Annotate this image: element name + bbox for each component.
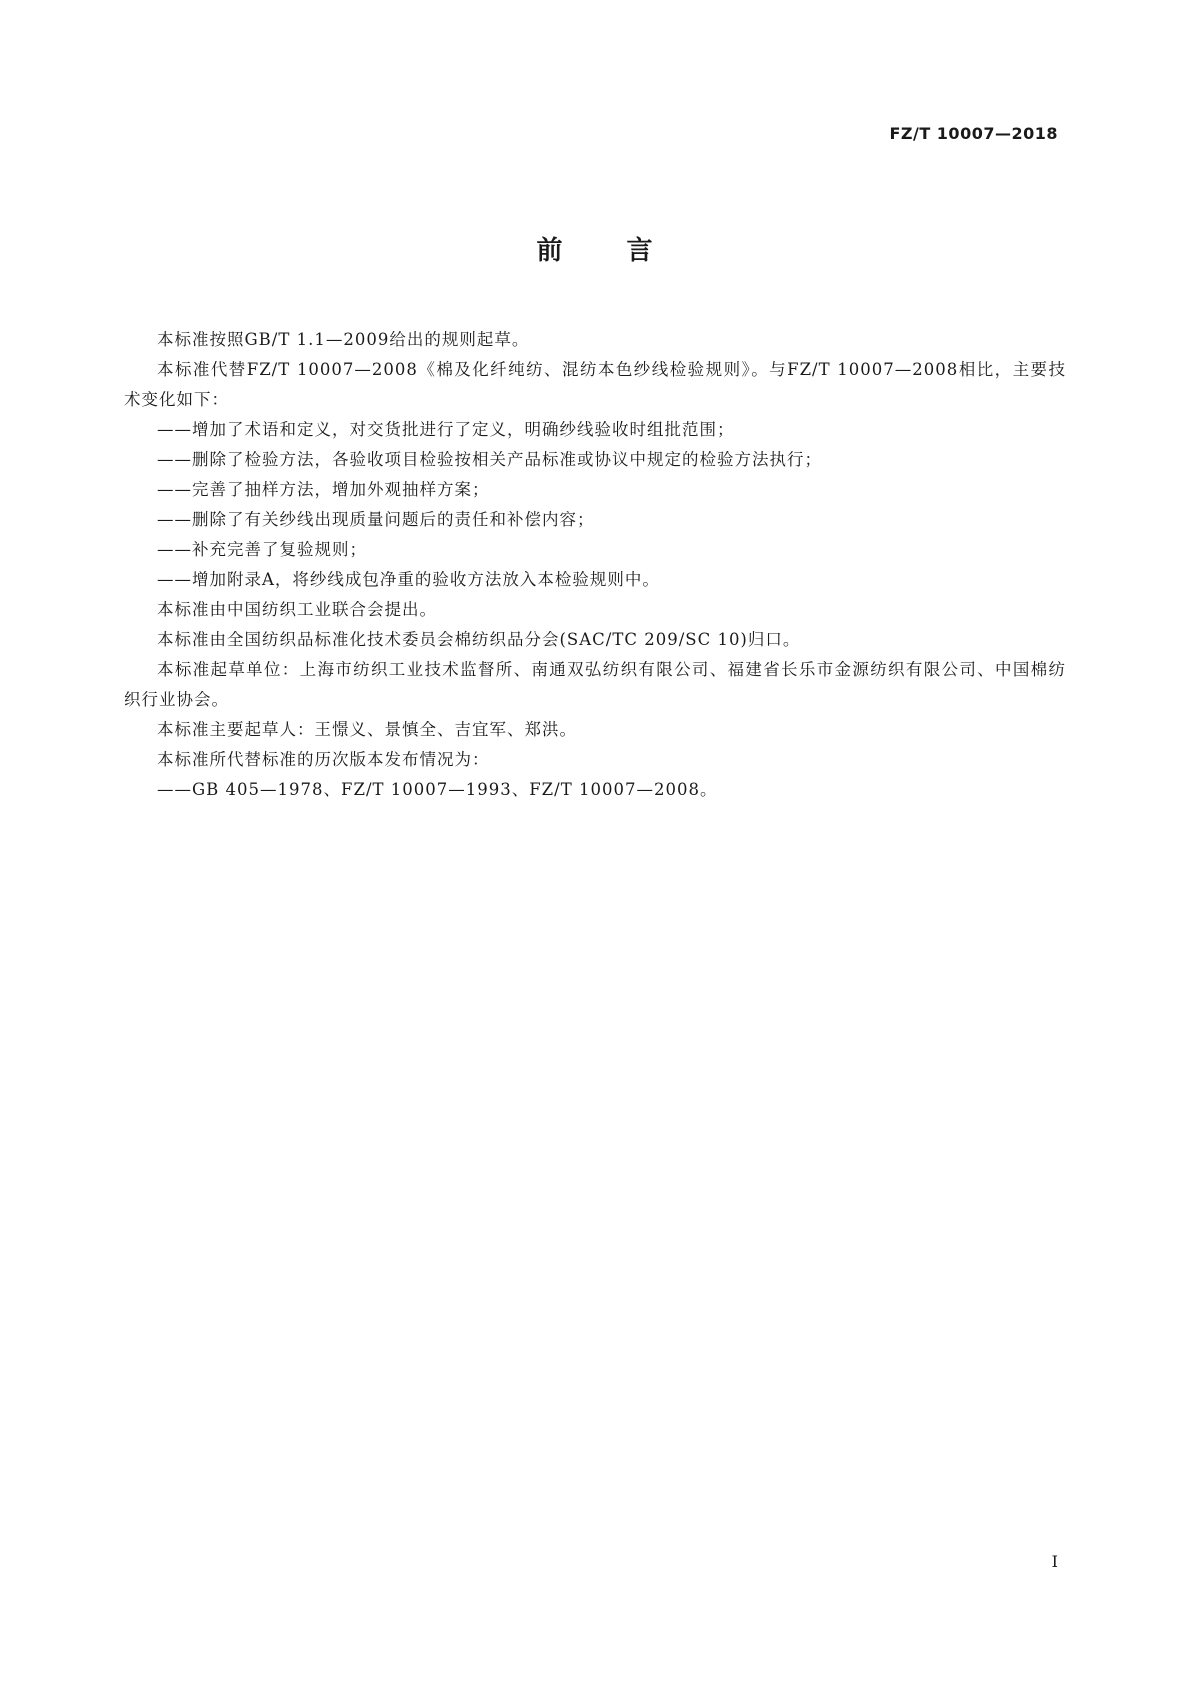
paragraph: 本标准代替FZ/T 10007—2008《棉及化纤纯纺、混纺本色纱线检验规则》。与FZ/T 10007—2008相比，主要技术变化如下： bbox=[124, 360, 1066, 409]
paragraph: 本标准按照GB/T 1.1—2009给出的规则起草。 bbox=[157, 330, 530, 349]
paragraph: 本标准起草单位：上海市纺织工业技术监督所、南通双弘纺织有限公司、福建省长乐市金源纺织有限公司、中国棉纺织行业协会。 bbox=[124, 660, 1066, 709]
page-title bbox=[0, 230, 1191, 267]
page-number: I bbox=[1051, 1552, 1058, 1571]
foreword-body bbox=[124, 325, 1066, 805]
change-item: ——删除了有关纱线出现质量问题后的责任和补偿内容； bbox=[157, 510, 595, 529]
paragraph: 本标准由全国纺织品标准化技术委员会棉纺织品分会(SAC/TC 209/SC 10)归口。 bbox=[157, 630, 801, 649]
change-item: ——增加附录A，将纱线成包净重的验收方法放入本检验规则中。 bbox=[157, 570, 660, 589]
paragraph: 本标准主要起草人：王憬义、景慎全、吉宜军、郑洪。 bbox=[157, 720, 577, 739]
change-item: ——删除了检验方法，各验收项目检验按相关产品标准或协议中规定的检验方法执行； bbox=[157, 450, 822, 469]
title-char-1: 前 bbox=[536, 236, 565, 266]
title-char-2: 言 bbox=[626, 236, 655, 266]
change-item: ——完善了抽样方法，增加外观抽样方案； bbox=[157, 480, 490, 499]
paragraph: 本标准所代替标准的历次版本发布情况为： bbox=[157, 750, 490, 769]
change-item: ——补充完善了复验规则； bbox=[157, 540, 367, 559]
change-item: ——增加了术语和定义，对交货批进行了定义，明确纱线验收时组批范围； bbox=[157, 420, 735, 439]
standard-code: FZ/T 10007—2018 bbox=[889, 124, 1058, 143]
version-history-item: ——GB 405—1978、FZ/T 10007—1993、FZ/T 10007—2008。 bbox=[157, 780, 718, 799]
paragraph: 本标准由中国纺织工业联合会提出。 bbox=[157, 600, 437, 619]
